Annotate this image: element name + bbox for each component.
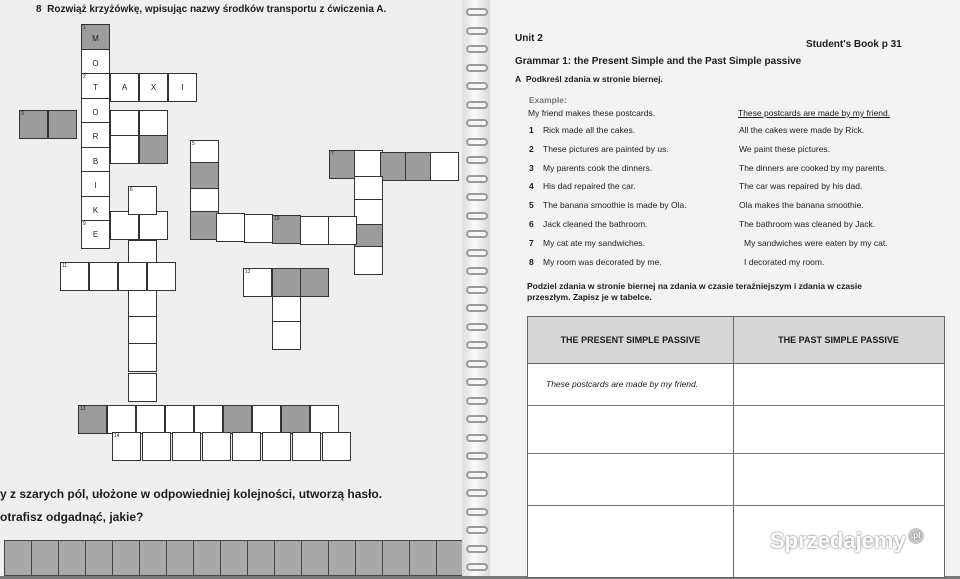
crossword-cell[interactable] (190, 211, 219, 240)
sentence-active: These pictures are painted by us. (543, 144, 669, 154)
example-active: My friend makes these postcards. (528, 108, 656, 118)
crossword-cell[interactable] (136, 405, 165, 434)
binding-ring (466, 286, 488, 294)
clue-number: 9 (83, 221, 86, 227)
binding-ring (466, 434, 488, 442)
clue-number: 10 (274, 216, 280, 222)
binding-ring (466, 8, 488, 16)
crossword-letter: I (181, 83, 184, 92)
password-cell[interactable] (58, 540, 86, 576)
left-page (0, 0, 465, 576)
clue-number: 2 (83, 74, 86, 80)
binding-ring (466, 397, 488, 405)
crossword-letter: O (92, 107, 99, 117)
sentence-passive: My sandwiches were eaten by my cat. (744, 238, 888, 248)
binding-ring (466, 415, 488, 423)
crossword-cell[interactable] (281, 405, 310, 434)
crossword-cell[interactable] (243, 268, 272, 297)
binding-ring (466, 378, 488, 386)
binding-ring (466, 138, 488, 146)
sentence-number: 8 (529, 257, 534, 267)
crossword-cell[interactable] (194, 405, 223, 434)
binding-ring (466, 27, 488, 35)
password-answer-row (0, 540, 462, 576)
binding-ring (466, 471, 488, 479)
example-label: Example: (529, 95, 567, 105)
sentence-active: Rick made all the cakes. (543, 125, 636, 135)
task-b-text-1: Podziel zdania w stronie biernej na zdania w czasie teraźniejszym i zdania w czasie (527, 281, 862, 291)
sentence-passive: Ola makes the banana smoothie. (739, 200, 864, 210)
crossword-letter: B (92, 156, 99, 166)
example-passive: These postcards are made by my friend. (738, 108, 891, 118)
sentence-number: 5 (529, 200, 534, 210)
crossword-letter: M (92, 34, 99, 43)
binding-ring (466, 545, 488, 553)
task-a-text: Podkreśl zdania w stronie biernej. (525, 74, 663, 84)
password-cell[interactable] (409, 540, 437, 576)
crossword-cell[interactable] (128, 373, 157, 402)
sentence-passive: We paint these pictures. (739, 144, 831, 154)
crossword-cell[interactable] (292, 432, 321, 461)
crossword-cell[interactable] (128, 343, 157, 372)
password-cell[interactable] (166, 540, 194, 576)
crossword-cell[interactable] (107, 405, 136, 434)
crossword-cell[interactable] (147, 262, 176, 291)
clue-number: 1 (83, 25, 86, 31)
binding-ring (466, 119, 488, 127)
task-b-text-2: przeszłym. Zapisz je w tabelce. (527, 292, 652, 302)
sentence-active: Jack cleaned the bathroom. (543, 219, 648, 229)
sentence-passive: I decorated my room. (744, 257, 825, 267)
crossword-cell[interactable] (244, 214, 273, 243)
crossword-cell[interactable] (272, 215, 301, 244)
password-cell[interactable] (193, 540, 221, 576)
binding-ring (466, 175, 488, 183)
crossword-cell[interactable] (89, 262, 118, 291)
crossword-cell[interactable] (252, 405, 281, 434)
crossword-cell[interactable] (48, 110, 77, 139)
sentence-active: My cat ate my sandwiches. (543, 238, 646, 248)
binding-ring (466, 212, 488, 220)
crossword-cell[interactable] (110, 135, 139, 164)
password-cell[interactable] (31, 540, 59, 576)
crossword-cell[interactable] (110, 73, 139, 102)
password-cell[interactable] (328, 540, 356, 576)
crossword-cell[interactable] (19, 110, 48, 139)
crossword-cell[interactable] (139, 135, 168, 164)
sentence-number: 7 (529, 238, 534, 248)
password-cell[interactable] (355, 540, 383, 576)
instruction-text: Rozwiąż krzyżówkę, wpisując nazwy środków transportu z ćwiczenia A. (47, 4, 387, 15)
password-cell[interactable] (85, 540, 113, 576)
unit-label: Unit 2 (515, 33, 543, 44)
sentence-number: 6 (529, 219, 534, 229)
crossword-letter: A (121, 83, 128, 92)
crossword-cell[interactable] (78, 405, 107, 434)
header-past-passive: THE PAST SIMPLE PASSIVE (733, 317, 944, 364)
password-cell[interactable] (4, 540, 32, 576)
watermark-text: Sprzedajemy (770, 528, 906, 553)
exercise-instruction (36, 4, 386, 15)
clue-number: 11 (62, 263, 68, 269)
sentence-number: 4 (529, 181, 534, 191)
clue-number: 3 (21, 111, 24, 117)
binding-ring (466, 156, 488, 164)
password-cell[interactable] (436, 540, 464, 576)
crossword-cell[interactable] (328, 216, 357, 245)
binding-ring (466, 323, 488, 331)
crossword-letter: X (150, 83, 157, 92)
table-row (528, 453, 944, 505)
crossword-cell[interactable] (300, 216, 329, 245)
sentence-passive: The car was repaired by his dad. (739, 181, 863, 191)
sentence-active: The banana smoothie is made by Ola. (543, 200, 687, 210)
crossword-cell[interactable] (139, 73, 168, 102)
binding-ring (466, 341, 488, 349)
crossword-cell[interactable] (262, 432, 291, 461)
crossword-cell[interactable] (322, 432, 351, 461)
sentence-passive: All the cakes were made by Rick. (739, 125, 865, 135)
sentence-number: 2 (529, 144, 534, 154)
password-hint-line-2: otrafisz odgadnąć, jakie? (0, 510, 144, 524)
sentence-active: His dad repaired the car. (543, 181, 636, 191)
clue-number: 13 (80, 406, 86, 412)
crossword-cell[interactable] (60, 262, 89, 291)
crossword-letter: R (92, 132, 99, 141)
watermark-logo (770, 528, 924, 554)
binding-ring (466, 489, 488, 497)
clue-number: 5 (192, 141, 195, 147)
crossword-cell[interactable] (168, 73, 197, 102)
binding-ring (466, 267, 488, 275)
crossword-cell[interactable] (354, 150, 383, 179)
password-cell[interactable] (112, 540, 140, 576)
crossword-cell[interactable] (223, 405, 252, 434)
binding-ring (466, 304, 488, 312)
crossword-cell[interactable] (139, 211, 168, 240)
crossword-letter: K (92, 205, 99, 215)
clue-number: 14 (114, 433, 120, 439)
binding-ring (466, 360, 488, 368)
crossword-cell[interactable] (81, 220, 110, 249)
crossword-cell[interactable] (272, 321, 301, 350)
crossword-cell[interactable] (300, 268, 329, 297)
password-cell[interactable] (274, 540, 302, 576)
exercise-number: 8 (36, 4, 42, 15)
clue-number: 12 (245, 269, 251, 275)
crossword-cell[interactable] (118, 262, 147, 291)
table-cell-present-1: These postcards are made by my friend. (546, 379, 699, 389)
crossword-cell[interactable] (202, 432, 231, 461)
password-cell[interactable] (139, 540, 167, 576)
table-row (528, 405, 944, 453)
binding-ring (466, 101, 488, 109)
sentence-number: 1 (529, 125, 534, 135)
crossword-cell[interactable] (172, 432, 201, 461)
crossword-cell[interactable] (112, 432, 141, 461)
binding-ring (466, 508, 488, 516)
clue-number: 6 (130, 187, 133, 193)
password-cell[interactable] (301, 540, 329, 576)
binding-ring (466, 526, 488, 534)
watermark-suffix: .pl (908, 528, 924, 544)
crossword-cell[interactable] (430, 152, 459, 181)
binding-ring (466, 193, 488, 201)
crossword-cell[interactable] (165, 405, 194, 434)
task-a-heading (515, 74, 663, 84)
crossword-cell[interactable] (310, 405, 339, 434)
password-hint-line-1: y z szarych pól, ułożone w odpowiedniej kolejności, utworzą hasło. (0, 487, 383, 501)
sentence-active: My parents cook the dinners. (543, 163, 653, 173)
binding-ring (466, 230, 488, 238)
book-reference: Student's Book p 31 (806, 39, 902, 50)
header-present-passive: THE PRESENT SIMPLE PASSIVE (528, 317, 733, 364)
crossword-cell[interactable] (110, 211, 139, 240)
crossword-letter: O (92, 58, 99, 68)
binding-ring (466, 249, 488, 257)
binding-ring (466, 563, 488, 571)
sentence-active: My room was decorated by me. (543, 257, 662, 267)
binding-ring (466, 45, 488, 53)
crossword-cell[interactable] (232, 432, 261, 461)
crossword-cell[interactable] (216, 213, 245, 242)
crossword-letter: T (93, 83, 98, 92)
sentence-passive: The dinners are cooked by my parents. (739, 163, 887, 173)
crossword-cell[interactable] (354, 246, 383, 275)
crossword-cell[interactable] (190, 162, 219, 191)
password-cell[interactable] (220, 540, 248, 576)
crossword-cell[interactable] (128, 186, 157, 215)
crossword-cell[interactable] (142, 432, 171, 461)
binding-ring (466, 82, 488, 90)
crossword-cell[interactable] (128, 288, 157, 317)
binding-ring (466, 452, 488, 460)
crossword-cell[interactable] (272, 268, 301, 297)
crossword-cell[interactable] (128, 316, 157, 345)
task-a-letter: A (515, 74, 522, 84)
password-cell[interactable] (382, 540, 410, 576)
clue-number: 7 (331, 151, 334, 157)
crossword-letter: E (92, 230, 99, 239)
sentence-number: 3 (529, 163, 534, 173)
sentence-passive: The bathroom was cleaned by Jack. (739, 219, 876, 229)
grammar-title: Grammar 1: the Present Simple and the Past Simple passive (515, 56, 802, 67)
password-cell[interactable] (247, 540, 275, 576)
binding-ring (466, 64, 488, 72)
crossword-letter: I (94, 181, 97, 190)
